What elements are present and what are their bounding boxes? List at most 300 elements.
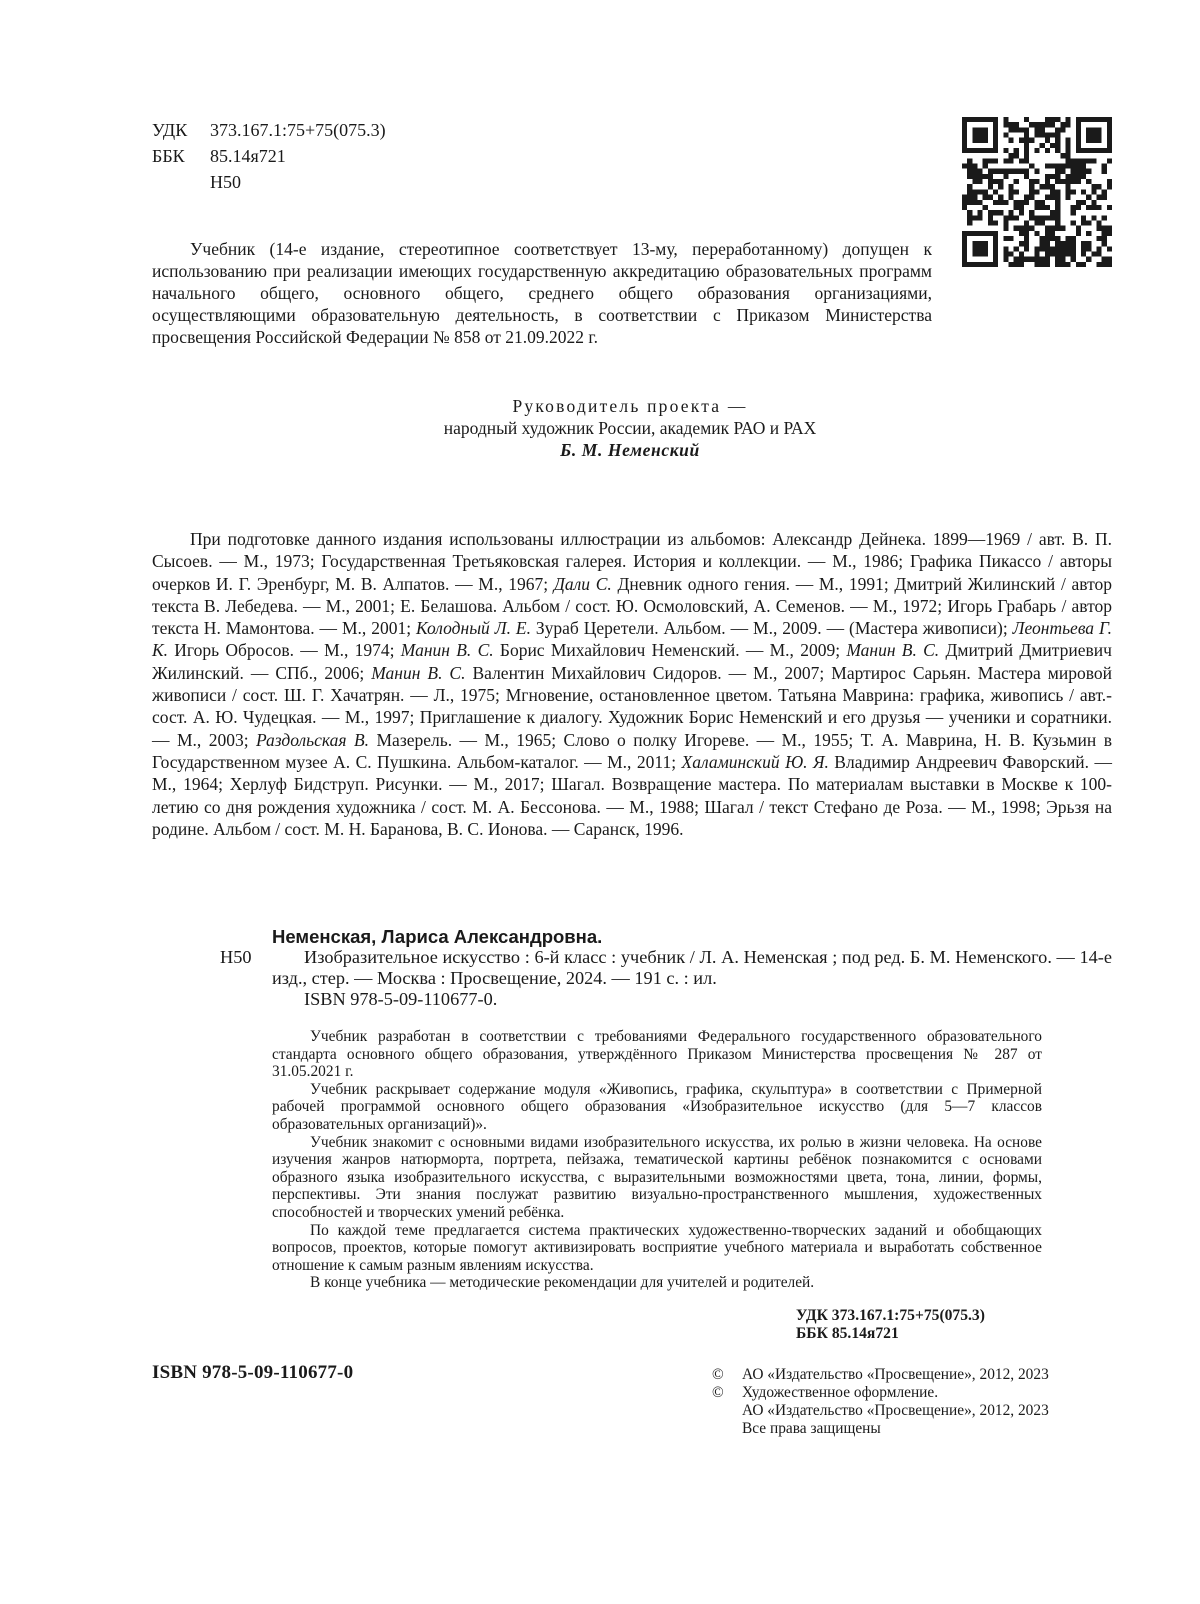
credits-text: Дневник одного гения. — М., 1991; Дмитрий Жилинский / автор текста В. Лебедева. — М., 2001; Е. Белашова. Альбом / сост. Ю. Осмоловский, А. Семенов. — М., 1972; Игорь Грабарь / автор текста Н. Мамонтова. — М., 2001; — [152, 573, 1113, 639]
qr-module — [1107, 133, 1112, 138]
qr-module — [1050, 143, 1055, 148]
qr-module — [962, 236, 967, 241]
qr-module — [1081, 189, 1086, 194]
qr-module — [1014, 169, 1019, 174]
qr-module — [1040, 205, 1045, 210]
qr-module — [978, 169, 983, 174]
qr-module — [993, 246, 998, 251]
qr-module — [1024, 158, 1029, 163]
qr-module — [978, 215, 983, 220]
qr-module — [1009, 189, 1014, 194]
credits-author: Раздольская В. — [256, 729, 370, 750]
qr-module — [1019, 257, 1024, 262]
qr-module — [978, 200, 983, 205]
qr-module — [1096, 226, 1101, 231]
qr-code-icon — [962, 117, 1112, 267]
qr-module — [1096, 133, 1101, 138]
qr-module — [1081, 215, 1086, 220]
record-author: Неменская, Лариса Александровна. — [272, 926, 603, 947]
qr-module — [1081, 220, 1086, 225]
qr-module — [1081, 241, 1086, 246]
qr-module — [1071, 220, 1076, 225]
qr-module — [1034, 148, 1039, 153]
qr-module — [983, 138, 988, 143]
qr-module — [962, 133, 967, 138]
qr-module — [1065, 122, 1070, 127]
qr-module — [998, 169, 1003, 174]
qr-module — [983, 158, 988, 163]
qr-module — [1040, 246, 1045, 251]
qr-module — [1071, 251, 1076, 256]
qr-module — [1029, 257, 1034, 262]
qr-module — [1102, 164, 1107, 169]
qr-module — [1060, 127, 1065, 132]
qr-module — [1003, 148, 1008, 153]
qr-module — [1096, 148, 1101, 153]
qr-module — [1019, 231, 1024, 236]
credits-text: Игорь Обросов. — М., 1974; — [168, 640, 401, 661]
qr-module — [1034, 251, 1039, 256]
qr-module — [1045, 257, 1050, 262]
qr-module — [1102, 236, 1107, 241]
qr-module — [1076, 143, 1081, 148]
qr-module — [972, 189, 977, 194]
qr-module — [1050, 251, 1055, 256]
qr-module — [962, 117, 967, 122]
qr-module — [1029, 122, 1034, 127]
qr-module — [972, 138, 977, 143]
qr-module — [1014, 179, 1019, 184]
qr-module — [1107, 117, 1112, 122]
qr-module — [1065, 117, 1070, 122]
qr-module — [1003, 251, 1008, 256]
qr-module — [967, 200, 972, 205]
qr-module — [1029, 195, 1034, 200]
qr-module — [972, 164, 977, 169]
qr-module — [1003, 220, 1008, 225]
qr-module — [1065, 158, 1070, 163]
qr-module — [962, 246, 967, 251]
qr-module — [993, 200, 998, 205]
qr-module — [962, 122, 967, 127]
qr-module — [967, 210, 972, 215]
qr-module — [993, 189, 998, 194]
qr-module — [1071, 205, 1076, 210]
qr-module — [1076, 138, 1081, 143]
qr-module — [962, 127, 967, 132]
qr-module — [1091, 158, 1096, 163]
qr-module — [978, 189, 983, 194]
qr-module — [1024, 220, 1029, 225]
qr-module — [1024, 195, 1029, 200]
qr-module — [962, 200, 967, 205]
qr-module — [1045, 231, 1050, 236]
qr-module — [1045, 226, 1050, 231]
qr-module — [1060, 153, 1065, 158]
qr-module — [1086, 138, 1091, 143]
qr-module — [988, 117, 993, 122]
footer-udk: УДК 373.167.1:75+75(075.3) — [796, 1307, 985, 1324]
qr-module — [1019, 205, 1024, 210]
qr-module — [993, 138, 998, 143]
qr-module — [1076, 148, 1081, 153]
qr-module — [978, 231, 983, 236]
annotation-paragraph: Учебник раскрывает содержание модуля «Живопись, графика, скульптура» в соответствии с Примерной рабочей программой основного общего образования «Изобразительное искусство (для 5—7 классов образовательных организаций)». — [272, 1080, 1042, 1133]
qr-module — [1045, 138, 1050, 143]
qr-module — [988, 220, 993, 225]
qr-module — [962, 257, 967, 262]
qr-module — [962, 241, 967, 246]
qr-module — [1034, 220, 1039, 225]
qr-module — [993, 251, 998, 256]
qr-module — [1065, 241, 1070, 246]
qr-module — [1009, 122, 1014, 127]
qr-module — [1086, 148, 1091, 153]
qr-module — [1055, 169, 1060, 174]
qr-module — [1096, 117, 1101, 122]
qr-module — [1096, 195, 1101, 200]
qr-module — [1040, 127, 1045, 132]
qr-module — [1045, 133, 1050, 138]
qr-module — [1107, 179, 1112, 184]
qr-module — [1060, 251, 1065, 256]
qr-module — [1034, 205, 1039, 210]
qr-module — [1107, 257, 1112, 262]
qr-module — [1071, 174, 1076, 179]
qr-module — [993, 122, 998, 127]
qr-module — [1060, 169, 1065, 174]
qr-module — [993, 262, 998, 267]
qr-module — [1096, 184, 1101, 189]
qr-module — [1055, 241, 1060, 246]
qr-module — [972, 262, 977, 267]
qr-module — [1091, 117, 1096, 122]
qr-module — [972, 195, 977, 200]
qr-module — [1091, 184, 1096, 189]
qr-module — [1065, 189, 1070, 194]
qr-module — [1009, 127, 1014, 132]
approval-text: Учебник (14-е издание, стереотипное соответствует 13-му, переработанному) допущен к использованию при реализации имеющих государственную аккредитацию образовательных программ начального общего, основного общего, среднего общего образования организациями, осуществляющими образовательную деятельность, в соответствии с Приказом Министерства просвещения Российской Федерации № 858 от 21.09.2022 г. — [152, 239, 932, 347]
qr-module — [1107, 262, 1112, 267]
qr-module — [972, 231, 977, 236]
qr-module — [978, 148, 983, 153]
qr-module — [1107, 138, 1112, 143]
qr-module — [1055, 117, 1060, 122]
qr-module — [1024, 226, 1029, 231]
qr-module — [988, 179, 993, 184]
qr-module — [1050, 133, 1055, 138]
qr-module — [1081, 164, 1086, 169]
qr-module — [983, 241, 988, 246]
qr-module — [1055, 189, 1060, 194]
credits-text: Мазерель. — М., 1965; Слово о полку Игореве. — М., 1955; Т. А. Маврина, Н. В. Кузьмин в Государственном музее А. С. Пушкина. Альбом-каталог. — М., 2011; — [152, 729, 1112, 772]
qr-module — [1040, 200, 1045, 205]
qr-module — [978, 133, 983, 138]
project-manager — [300, 395, 960, 461]
qr-module — [1014, 122, 1019, 127]
annotation-paragraph: В конце учебника — методические рекомендации для учителей и родителей. — [310, 1274, 815, 1292]
qr-module — [1019, 210, 1024, 215]
qr-module — [967, 169, 972, 174]
qr-module — [1071, 246, 1076, 251]
qr-module — [1086, 195, 1091, 200]
qr-module — [1003, 257, 1008, 262]
qr-module — [1045, 179, 1050, 184]
qr-module — [1045, 246, 1050, 251]
qr-module — [967, 174, 972, 179]
qr-module — [967, 148, 972, 153]
qr-module — [1081, 169, 1086, 174]
qr-module — [988, 195, 993, 200]
qr-module — [962, 251, 967, 256]
qr-module — [1009, 251, 1014, 256]
qr-module — [1081, 246, 1086, 251]
qr-module — [1050, 195, 1055, 200]
qr-module — [1065, 236, 1070, 241]
qr-module — [978, 138, 983, 143]
qr-module — [988, 174, 993, 179]
qr-module — [993, 210, 998, 215]
qr-module — [1014, 127, 1019, 132]
qr-module — [1065, 184, 1070, 189]
qr-module — [1086, 127, 1091, 132]
qr-module — [1055, 205, 1060, 210]
qr-module — [1065, 246, 1070, 251]
annotation-paragraph: Учебник знакомит с основными видами изобразительного искусства, их ролью в жизни человека. На основе изучения жанров натюрморта, портрета, пейзажа, тематической картины ребёнок познакомится с основами образного языка изобразительного искусства, с выразительными возможностями цвета, тона, линии, формы, перспективы. Эти знания послужат развитию визуально-пространственного мышления, художественных способностей и творческих умений ребёнка. — [272, 1133, 1042, 1221]
qr-module — [1024, 153, 1029, 158]
qr-module — [1055, 148, 1060, 153]
qr-module — [1102, 195, 1107, 200]
qr-module — [1076, 127, 1081, 132]
credits-text: Зураб Церетели. Альбом. — М., 2009. — (Мастера живописи); — [530, 618, 1013, 639]
qr-module — [978, 174, 983, 179]
qr-module — [962, 262, 967, 267]
qr-module — [1024, 200, 1029, 205]
qr-module — [1060, 246, 1065, 251]
qr-module — [993, 133, 998, 138]
qr-module — [1050, 226, 1055, 231]
qr-module — [1034, 133, 1039, 138]
qr-module — [1029, 210, 1034, 215]
qr-module — [988, 148, 993, 153]
qr-module — [1019, 127, 1024, 132]
qr-module — [962, 231, 967, 236]
qr-module — [972, 251, 977, 256]
qr-module — [1029, 215, 1034, 220]
qr-module — [1102, 231, 1107, 236]
qr-module — [1014, 189, 1019, 194]
credits-author: Леонтьева Г. К. — [152, 618, 1112, 661]
qr-module — [1071, 236, 1076, 241]
qr-module — [1091, 215, 1096, 220]
qr-module — [1050, 231, 1055, 236]
qr-module — [1102, 169, 1107, 174]
qr-module — [1060, 262, 1065, 267]
qr-module — [993, 236, 998, 241]
qr-module — [1107, 184, 1112, 189]
qr-module — [988, 169, 993, 174]
qr-module — [967, 195, 972, 200]
credits-text: При подготовке данного издания использованы иллюстрации из альбомов: Александр Дейнека. 1899—1969 / авт. В. П. Сысоев. — М., 1973; Государственная Третьяковская галерея. История и коллекции. — М., 1986; Графика Пикассо / авторы очерков И. Г. Эренбург, М. В. Алпатов. — М., 1967; — [152, 529, 1112, 594]
qr-module — [1045, 241, 1050, 246]
qr-module — [1003, 226, 1008, 231]
qr-module — [967, 220, 972, 225]
qr-module — [993, 143, 998, 148]
qr-module — [1029, 189, 1034, 194]
qr-module — [1065, 251, 1070, 256]
qr-module — [1009, 138, 1014, 143]
qr-module — [962, 143, 967, 148]
qr-module — [1050, 236, 1055, 241]
annotation-paragraph: Учебник разработан в соответствии с требованиями Федерального государственного образовательного стандарта основного общего образования, утверждённого Приказом Министерства просвещения № 287 от 31.05.2021 г. — [272, 1028, 1042, 1081]
qr-module — [1081, 148, 1086, 153]
copyright-icon: © — [712, 1366, 724, 1383]
qr-module — [1050, 184, 1055, 189]
qr-module — [1050, 189, 1055, 194]
qr-module — [988, 158, 993, 163]
qr-module — [1014, 246, 1019, 251]
qr-module — [983, 246, 988, 251]
qr-module — [1009, 158, 1014, 163]
qr-module — [972, 169, 977, 174]
annotation-paragraph: По каждой теме предлагается система практических художественно-творческих заданий и обобщающих вопросов, проектов, которые помогут активизировать восприятие учебного материала и выработать собственное отношение к самым разным явлениям искусства. — [272, 1221, 1042, 1274]
qr-module — [1086, 220, 1091, 225]
qr-module — [1034, 231, 1039, 236]
qr-module — [1086, 205, 1091, 210]
copyright-line: Художественное оформление. — [742, 1384, 939, 1401]
qr-module — [1034, 169, 1039, 174]
qr-module — [1076, 133, 1081, 138]
qr-module — [967, 158, 972, 163]
qr-module — [1055, 138, 1060, 143]
qr-module — [1086, 169, 1091, 174]
qr-module — [1040, 220, 1045, 225]
qr-module — [1071, 169, 1076, 174]
qr-module — [1050, 122, 1055, 127]
qr-module — [1055, 215, 1060, 220]
qr-module — [967, 189, 972, 194]
qr-module — [1009, 262, 1014, 267]
qr-module — [1065, 174, 1070, 179]
qr-module — [1086, 231, 1091, 236]
qr-module — [972, 117, 977, 122]
qr-module — [1003, 122, 1008, 127]
qr-module — [1065, 153, 1070, 158]
qr-module — [1040, 262, 1045, 267]
qr-module — [1055, 257, 1060, 262]
copyright-block — [712, 1366, 1049, 1438]
qr-module — [1060, 241, 1065, 246]
qr-module — [993, 169, 998, 174]
qr-module — [978, 262, 983, 267]
qr-module — [972, 200, 977, 205]
qr-module — [1024, 246, 1029, 251]
record-description: Изобразительное искусство : 6-й класс : учебник / Л. А. Неменская ; под ред. Б. М. Неменского. — 14-е изд., стер. — Москва : Просвещение, 2024. — 191 с. : ил. — [272, 947, 1112, 988]
qr-module — [1076, 122, 1081, 127]
qr-module — [983, 127, 988, 132]
qr-module — [1024, 257, 1029, 262]
qr-module — [1009, 195, 1014, 200]
qr-module — [972, 179, 977, 184]
qr-module — [978, 241, 983, 246]
qr-module — [1050, 117, 1055, 122]
qr-module — [1081, 117, 1086, 122]
qr-module — [983, 231, 988, 236]
qr-module — [1040, 241, 1045, 246]
qr-module — [1076, 231, 1081, 236]
footer-classification — [796, 1307, 985, 1343]
qr-module — [1102, 241, 1107, 246]
qr-module — [1014, 205, 1019, 210]
qr-module — [967, 184, 972, 189]
qr-module — [983, 148, 988, 153]
qr-module — [993, 179, 998, 184]
qr-module — [1081, 251, 1086, 256]
qr-module — [1065, 138, 1070, 143]
qr-module — [983, 189, 988, 194]
qr-module — [1003, 133, 1008, 138]
qr-module — [967, 164, 972, 169]
qr-module — [1009, 236, 1014, 241]
qr-module — [1034, 179, 1039, 184]
qr-module — [1003, 174, 1008, 179]
qr-module — [983, 133, 988, 138]
copyright-icon: © — [712, 1384, 724, 1401]
qr-module — [1096, 127, 1101, 132]
qr-module — [988, 210, 993, 215]
qr-module — [1040, 215, 1045, 220]
qr-module — [1096, 220, 1101, 225]
qr-module — [978, 179, 983, 184]
qr-module — [983, 205, 988, 210]
qr-module — [1091, 205, 1096, 210]
qr-module — [1102, 117, 1107, 122]
qr-module — [972, 246, 977, 251]
qr-module — [1019, 158, 1024, 163]
qr-module — [1102, 215, 1107, 220]
qr-module — [1086, 257, 1091, 262]
qr-module — [1024, 241, 1029, 246]
qr-module — [1014, 215, 1019, 220]
qr-module — [1055, 200, 1060, 205]
qr-module — [1091, 138, 1096, 143]
qr-module — [1107, 246, 1112, 251]
qr-module — [967, 215, 972, 220]
qr-module — [978, 127, 983, 132]
qr-module — [1091, 127, 1096, 132]
qr-module — [1040, 257, 1045, 262]
qr-module — [1009, 215, 1014, 220]
qr-module — [1040, 133, 1045, 138]
credits-author: Халаминский Ю. Я. — [681, 751, 829, 772]
qr-module — [972, 241, 977, 246]
qr-module — [1076, 117, 1081, 122]
qr-module — [1107, 158, 1112, 163]
qr-module — [1076, 164, 1081, 169]
qr-module — [993, 241, 998, 246]
qr-module — [1091, 189, 1096, 194]
qr-module — [1060, 179, 1065, 184]
qr-module — [1034, 215, 1039, 220]
qr-module — [1050, 246, 1055, 251]
qr-module — [983, 262, 988, 267]
qr-module — [1086, 246, 1091, 251]
qr-module — [1076, 174, 1081, 179]
qr-module — [1096, 262, 1101, 267]
qr-module — [1081, 262, 1086, 267]
qr-module — [1076, 169, 1081, 174]
qr-module — [1055, 220, 1060, 225]
